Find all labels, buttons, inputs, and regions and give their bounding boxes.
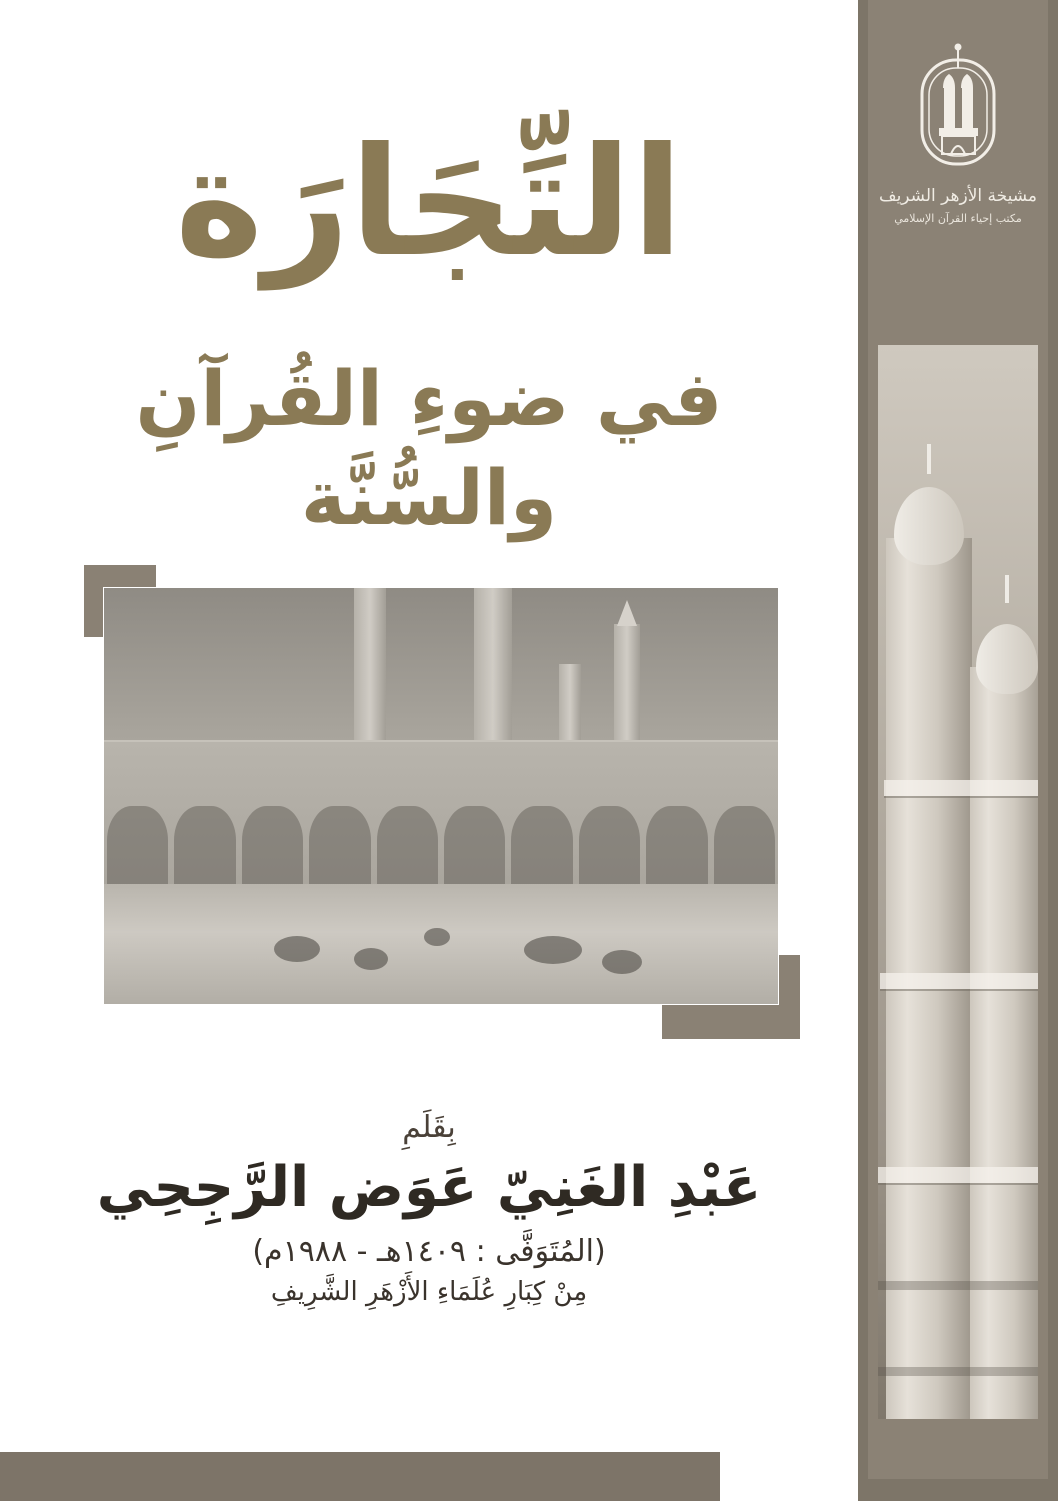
azhar-crest-icon (917, 42, 999, 170)
photo-figures (274, 936, 320, 962)
byline-label: بِقَلَمِ (402, 1110, 456, 1145)
minaret-balcony (878, 1167, 1038, 1183)
photo-arch (646, 806, 707, 892)
photo-arch (511, 806, 572, 892)
photo-arch (377, 806, 438, 892)
publisher-logo-block (868, 42, 1048, 225)
minaret-balcony (884, 780, 1038, 796)
photo-arch (107, 806, 168, 892)
band-inner-panel (868, 0, 1048, 1479)
photo-figures (424, 928, 450, 946)
author-name: عَبْدِ الغَنِيّ عَوَض الرَّجِحِي (96, 1155, 762, 1220)
book-title: التِّجَارَة (174, 116, 684, 290)
book-subtitle: في ضوءِ القُرآنِ والسُّنَّة (135, 354, 723, 542)
publisher-name-line-1: مشيخة الأزهر الشريف (878, 186, 1038, 206)
minaret-dome-left (894, 487, 964, 565)
decorative-footer-bar (0, 1452, 720, 1501)
minaret-band (878, 1281, 1038, 1290)
photo-figures (602, 950, 642, 974)
publisher-name-line-2: مكتب إحياء القرآن الإسلامي (894, 212, 1022, 225)
photo-arch (579, 806, 640, 892)
photo-arch (444, 806, 505, 892)
photo-figures (354, 948, 388, 970)
author-dates: (المُتَوَفَّى : ١٤٠٩هـ - ١٩٨٨م) (252, 1234, 606, 1269)
minaret-finial-right (1005, 575, 1009, 603)
photo-arch (242, 806, 303, 892)
photo-arcade (104, 806, 778, 892)
minaret-dome-right (976, 624, 1038, 694)
minaret-band (878, 1367, 1038, 1376)
minaret-structure (878, 345, 1038, 1419)
photo-arch (174, 806, 235, 892)
author-block (0, 1110, 858, 1307)
minaret-photograph (878, 345, 1038, 1419)
publisher-side-band (858, 0, 1058, 1501)
photo-spire-3 (617, 600, 637, 626)
photo-figures (524, 936, 582, 964)
author-description: مِنْ كِبَارِ عُلَمَاءِ الأَزْهَرِ الشَّرِيفِ (270, 1277, 588, 1307)
photo-arch (309, 806, 370, 892)
photo-arch (714, 806, 775, 892)
minaret-finial-left (927, 444, 931, 474)
cover-photograph (104, 588, 778, 1004)
minaret-balcony (880, 973, 1038, 989)
